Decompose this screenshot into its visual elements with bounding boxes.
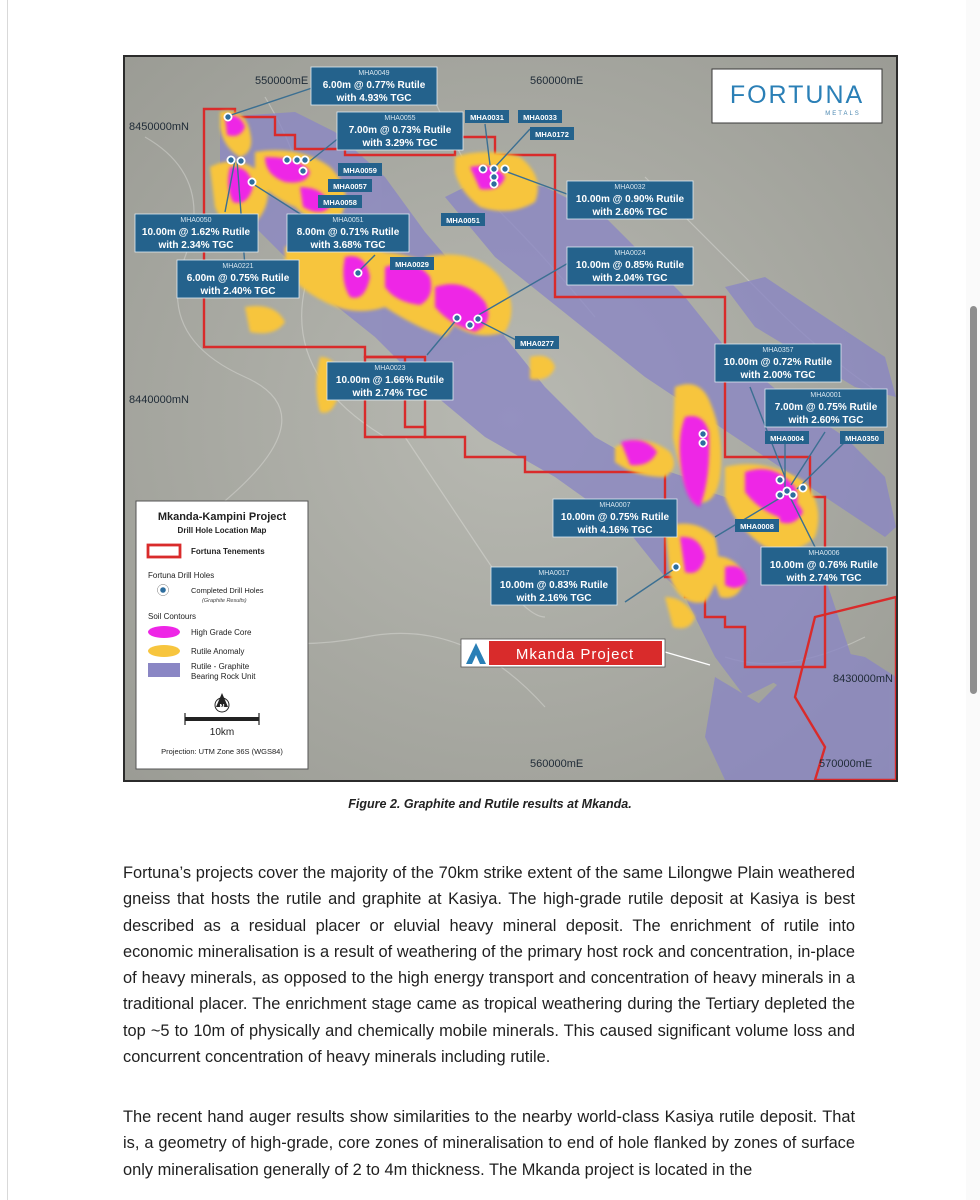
scale-bar xyxy=(185,717,259,721)
svg-text:MHA0357: MHA0357 xyxy=(762,347,794,354)
tag-mha0057 xyxy=(328,179,372,192)
svg-text:with 3.68% TGC: with 3.68% TGC xyxy=(310,240,386,251)
callout-mha0357 xyxy=(715,344,841,382)
svg-text:MHA0277: MHA0277 xyxy=(520,339,554,348)
legend-tenements: Fortuna Tenements xyxy=(191,547,265,556)
legend-completed: Completed Drill Holes xyxy=(191,586,264,595)
svg-text:MHA0049: MHA0049 xyxy=(358,70,390,77)
tag-mha0033 xyxy=(518,110,562,123)
scrollbar[interactable] xyxy=(966,0,980,1200)
svg-text:MHA0032: MHA0032 xyxy=(614,184,646,191)
svg-text:MHA0023: MHA0023 xyxy=(374,365,406,372)
svg-text:with 3.29% TGC: with 3.29% TGC xyxy=(362,138,438,149)
svg-text:MHA0024: MHA0024 xyxy=(614,250,646,257)
legend-soil-header: Soil Contours xyxy=(148,612,197,621)
svg-text:6.00m @ 0.75% Rutile: 6.00m @ 0.75% Rutile xyxy=(186,273,290,284)
northing-left-top: 8450000mN xyxy=(129,121,189,133)
callout-mha0049 xyxy=(311,67,437,105)
svg-text:MHA0029: MHA0029 xyxy=(395,260,429,269)
svg-text:8.00m @ 0.71% Rutile: 8.00m @ 0.71% Rutile xyxy=(296,227,400,238)
svg-text:MHA0172: MHA0172 xyxy=(535,130,569,139)
northing-left-mid: 8440000mN xyxy=(129,394,189,406)
callout-mha0001 xyxy=(765,389,887,427)
svg-text:with 2.60% TGC: with 2.60% TGC xyxy=(788,415,864,426)
legend-bearing-2: Bearing Rock Unit xyxy=(191,672,256,681)
map-canvas xyxy=(125,57,896,780)
projection-label: Projection: UTM Zone 36S (WGS84) xyxy=(161,747,283,756)
svg-text:MHA0057: MHA0057 xyxy=(333,182,367,191)
logo-wordmark: FORTUNA xyxy=(729,81,865,109)
legend-title: Mkanda-Kampini Project xyxy=(157,511,287,523)
svg-text:6.00m @ 0.77% Rutile: 6.00m @ 0.77% Rutile xyxy=(322,80,426,91)
svg-text:MHA0050: MHA0050 xyxy=(180,217,212,224)
legend-swatch-rock-unit xyxy=(148,663,180,677)
legend-subtitle: Drill Hole Location Map xyxy=(177,526,267,535)
northing-right-bottom: 8430000mN xyxy=(833,673,893,685)
page-edge xyxy=(7,0,8,1200)
svg-text:MHA0008: MHA0008 xyxy=(740,522,774,531)
svg-text:MHA0033: MHA0033 xyxy=(523,113,557,122)
svg-text:7.00m @ 0.73% Rutile: 7.00m @ 0.73% Rutile xyxy=(348,125,452,136)
legend-swatch-rutile xyxy=(148,645,180,657)
tag-mha0058 xyxy=(318,195,362,208)
banner-label: Mkanda Project xyxy=(515,646,635,663)
svg-text:with 2.74% TGC: with 2.74% TGC xyxy=(786,573,862,584)
tag-mha0029 xyxy=(390,257,434,270)
callout-mha0221 xyxy=(177,260,299,298)
body-paragraph-1: Fortuna’s projects cover the majority of the 70km strike extent of the same Lilongwe Plain weathered gneiss that hosts the rutile and graphite at Kasiya. The high-grade rutile deposit at Kasiya is best described as a residual placer or eluvial heavy mineral deposit. The enrichment of rutile into economic mineralisation is a result of weathering of the primary host rock and concentration, in-place of heavy minerals, as opposed to the high energy transport and concentration of heavy minerals in a traditional placer. The enrichment stage came as tropical weathering during the Tertiary depleted the top ~5 to 10m of physically and chemically mobile minerals. This caused significant volume loss and concurrent concentration of heavy minerals including rutile. xyxy=(123,864,855,1067)
map-legend xyxy=(136,501,308,769)
callout-mha0007 xyxy=(553,499,677,537)
logo-subtitle: METALS xyxy=(825,111,861,117)
svg-text:MHA0221: MHA0221 xyxy=(222,263,254,270)
svg-text:with 2.04% TGC: with 2.04% TGC xyxy=(592,273,668,284)
svg-text:MHA0001: MHA0001 xyxy=(810,392,842,399)
legend-high-grade: High Grade Core xyxy=(191,628,252,637)
legend-rutile-anomaly: Rutile Anomaly xyxy=(191,647,245,656)
legend-swatch-tenements xyxy=(148,545,180,557)
svg-text:with 2.40% TGC: with 2.40% TGC xyxy=(200,286,276,297)
svg-text:MHA0006: MHA0006 xyxy=(808,550,840,557)
svg-text:10.00m @ 0.72% Rutile: 10.00m @ 0.72% Rutile xyxy=(723,357,833,368)
scrollbar-thumb[interactable] xyxy=(970,306,977,694)
tag-mha0059 xyxy=(338,163,382,176)
tag-mha0277 xyxy=(515,336,559,349)
svg-text:with 4.16% TGC: with 4.16% TGC xyxy=(577,525,653,536)
svg-text:MHA0055: MHA0055 xyxy=(384,115,416,122)
tag-mha0031 xyxy=(465,110,509,123)
svg-text:10.00m @ 0.83% Rutile: 10.00m @ 0.83% Rutile xyxy=(499,580,609,591)
svg-text:10.00m @ 1.66% Rutile: 10.00m @ 1.66% Rutile xyxy=(335,375,445,386)
tag-mha0350 xyxy=(840,431,884,444)
svg-text:with 2.34% TGC: with 2.34% TGC xyxy=(158,240,234,251)
legend-swatch-high-grade xyxy=(148,626,180,638)
callout-mha0017 xyxy=(491,567,617,605)
callout-mha0050 xyxy=(135,214,258,252)
tag-mha0004 xyxy=(765,431,809,444)
svg-text:10.00m @ 0.75% Rutile: 10.00m @ 0.75% Rutile xyxy=(560,512,670,523)
svg-text:10.00m @ 1.62% Rutile: 10.00m @ 1.62% Rutile xyxy=(141,227,251,238)
svg-text:MHA0350: MHA0350 xyxy=(845,434,879,443)
svg-text:MHA0058: MHA0058 xyxy=(323,198,357,207)
callout-mha0051 xyxy=(287,214,409,252)
tag-mha0008 xyxy=(735,519,779,532)
legend-bearing-1: Rutile - Graphite xyxy=(191,662,250,671)
body-paragraph-2: The recent hand auger results show similarities to the nearby world-class Kasiya rutile deposit. That is, a geometry of high-grade, core zones of mineralisation to end of hole flanked by zones of surface only mineralisation generally of 2 to 4m thickness. The Mkanda project is located in the xyxy=(123,1108,855,1179)
svg-text:10.00m @ 0.85% Rutile: 10.00m @ 0.85% Rutile xyxy=(575,260,685,271)
svg-text:MHA0059: MHA0059 xyxy=(343,166,377,175)
callout-mha0024 xyxy=(567,247,693,285)
svg-text:MHA0051: MHA0051 xyxy=(332,217,364,224)
easting-bottom-right: 570000mE xyxy=(819,758,873,770)
scale-label: 10km xyxy=(209,727,235,738)
svg-text:with 4.93% TGC: with 4.93% TGC xyxy=(336,93,412,104)
svg-text:MHA0007: MHA0007 xyxy=(599,502,631,509)
easting-top-mid: 560000mE xyxy=(530,75,584,87)
svg-text:MHA0051: MHA0051 xyxy=(446,216,480,225)
callout-mha0006 xyxy=(761,547,887,585)
callout-mha0023 xyxy=(327,362,453,400)
svg-text:MHA0031: MHA0031 xyxy=(470,113,504,122)
callout-mha0032 xyxy=(567,181,693,219)
legend-drill-holes-header: Fortuna Drill Holes xyxy=(148,571,215,580)
tag-mha0051-small xyxy=(441,213,485,226)
svg-text:10.00m @ 0.90% Rutile: 10.00m @ 0.90% Rutile xyxy=(575,194,685,205)
easting-bottom-mid: 560000mE xyxy=(530,758,584,770)
svg-text:10.00m @ 0.76% Rutile: 10.00m @ 0.76% Rutile xyxy=(769,560,879,571)
north-label: N xyxy=(219,704,225,711)
svg-text:with 2.16% TGC: with 2.16% TGC xyxy=(516,593,592,604)
svg-text:with 2.00% TGC: with 2.00% TGC xyxy=(740,370,816,381)
svg-text:7.00m @ 0.75% Rutile: 7.00m @ 0.75% Rutile xyxy=(774,402,878,413)
legend-drill-hole-icon xyxy=(159,586,166,593)
location-map xyxy=(123,55,898,782)
tag-mha0172 xyxy=(530,127,574,140)
svg-text:MHA0017: MHA0017 xyxy=(538,570,570,577)
svg-text:MHA0004: MHA0004 xyxy=(770,434,804,443)
fortuna-logo xyxy=(712,69,882,123)
svg-text:with 2.60% TGC: with 2.60% TGC xyxy=(592,207,668,218)
figure-caption: Figure 2. Graphite and Rutile results at Mkanda. xyxy=(348,797,632,811)
callout-mha0055 xyxy=(337,112,463,150)
svg-text:with 2.74% TGC: with 2.74% TGC xyxy=(352,388,428,399)
legend-completed-note: (Graphite Results) xyxy=(202,598,247,604)
easting-top-left: 550000mE xyxy=(255,75,309,87)
